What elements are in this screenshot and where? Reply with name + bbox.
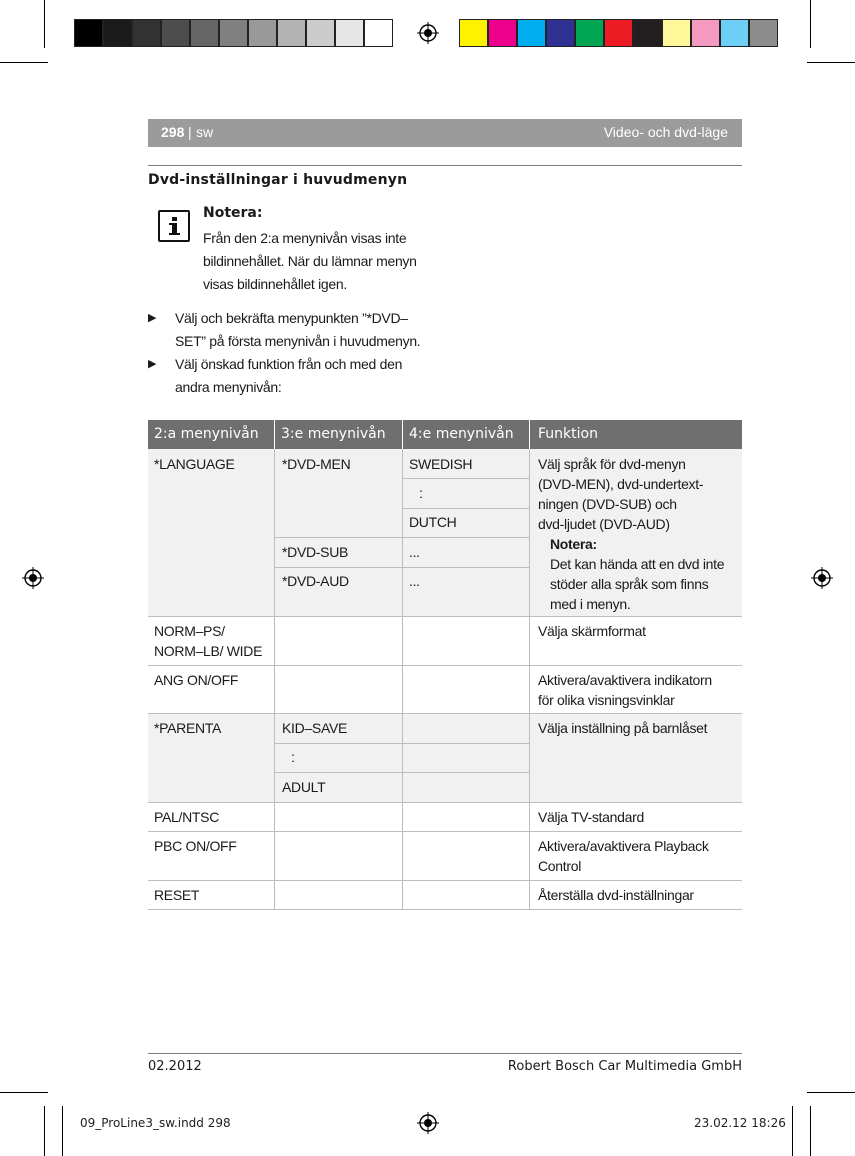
- cell-level2: RESET: [154, 887, 200, 903]
- cell-level2: ANG ON/OFF: [154, 672, 239, 688]
- color-swatch: [335, 19, 364, 47]
- function-note-line: med i menyn.: [550, 596, 631, 612]
- crop-mark: [792, 1106, 793, 1156]
- function-line: (DVD-MEN), dvd-undertext-: [538, 476, 704, 492]
- column-header: 4:e menynivån: [403, 420, 529, 449]
- cell-function: [538, 836, 709, 876]
- color-swatch: [662, 19, 691, 47]
- column-header: 2:a menynivån: [148, 420, 274, 449]
- crop-mark: [810, 0, 811, 48]
- level2-line: NORM–LB/ WIDE: [154, 643, 263, 659]
- cell-function: [538, 454, 738, 614]
- note-line: bildinnehållet. När du lämnar menyn: [203, 253, 417, 269]
- color-swatch: [459, 19, 488, 47]
- footer-company: Robert Bosch Car Multimedia GmbH: [507, 1059, 742, 1074]
- cell-level4: ...: [409, 544, 420, 560]
- function-line: ningen (DVD-SUB) och: [538, 496, 677, 512]
- color-swatch: [103, 19, 132, 47]
- color-swatch: [546, 19, 575, 47]
- settings-table: [148, 420, 742, 910]
- cell-level3: *DVD-MEN: [282, 456, 351, 472]
- note-line: Från den 2:a menynivån visas inte: [203, 230, 407, 246]
- cell-function: Återställa dvd-inställningar: [538, 887, 694, 903]
- crop-mark: [810, 1106, 811, 1156]
- cell-level2: PAL/NTSC: [154, 809, 220, 825]
- function-note-line: stöder alla språk som finns: [550, 576, 709, 592]
- step-line: SET” på första menynivån i huvudmenyn.: [175, 333, 421, 349]
- footer-divider: [148, 1053, 742, 1054]
- color-swatch: [575, 19, 604, 47]
- crop-mark: [0, 62, 48, 63]
- cell-level4: SWEDISH: [409, 456, 473, 472]
- function-line: Aktivera/avaktivera indikatorn: [538, 672, 712, 688]
- step-line: Välj önskad funktion från och med den: [175, 356, 403, 372]
- registration-mark-icon: [417, 22, 439, 44]
- function-line: Aktivera/avaktivera Playback: [538, 838, 709, 854]
- page-number: 298: [161, 124, 185, 140]
- step-line: andra menynivån:: [175, 379, 282, 395]
- cell-function: [538, 670, 712, 710]
- cell-level3: :: [291, 749, 295, 765]
- header-separator: |: [188, 124, 192, 140]
- cell-level4: :: [419, 485, 423, 501]
- cell-level3: KID–SAVE: [282, 720, 348, 736]
- note-text: [203, 227, 433, 296]
- crop-mark: [62, 1106, 63, 1156]
- color-swatch: [364, 19, 393, 47]
- chapter-title: Video- och dvd-läge: [603, 124, 728, 140]
- bullet-arrow-icon: ▶: [148, 312, 157, 324]
- cell-function: Välja TV-standard: [538, 809, 644, 825]
- color-swatch: [277, 19, 306, 47]
- color-swatch: [248, 19, 277, 47]
- crop-mark: [807, 62, 855, 63]
- footer-date: 02.2012: [148, 1059, 202, 1074]
- bullet-arrow-icon: ▶: [148, 358, 157, 370]
- page-header: [148, 119, 742, 147]
- crop-mark: [44, 0, 45, 48]
- cell-level3: *DVD-AUD: [282, 573, 349, 589]
- color-swatch: [161, 19, 190, 47]
- cell-level3: ADULT: [282, 779, 326, 795]
- cell-level2: [154, 621, 262, 661]
- step-line: Välj och bekräfta menypunkten ”*DVD–: [175, 310, 408, 326]
- level2-line: NORM–PS/: [154, 623, 225, 639]
- function-line: dvd-ljudet (DVD-AUD): [538, 516, 670, 532]
- cell-level2: *PARENTA: [154, 720, 222, 736]
- slug-file: 09_ProLine3_sw.indd 298: [80, 1116, 231, 1130]
- crop-mark: [0, 1092, 48, 1093]
- registration-mark-icon: [22, 567, 44, 589]
- color-swatch: [488, 19, 517, 47]
- registration-mark-icon: [417, 1112, 439, 1134]
- color-swatch: [691, 19, 720, 47]
- color-swatch: [74, 19, 103, 47]
- column-header: 3:e menynivån: [275, 420, 402, 449]
- function-note-line: Det kan hända att en dvd inte: [550, 556, 725, 572]
- function-line: Välj språk för dvd-menyn: [538, 456, 686, 472]
- cell-level2: *LANGUAGE: [154, 456, 235, 472]
- cell-level2: PBC ON/OFF: [154, 838, 237, 854]
- color-swatch: [190, 19, 219, 47]
- divider: [148, 165, 742, 166]
- note-title: Notera:: [203, 205, 263, 221]
- function-line: för olika visningsvinklar: [538, 692, 675, 708]
- column-header: Funktion: [530, 420, 742, 449]
- color-swatch: [633, 19, 662, 47]
- info-icon: [158, 210, 190, 242]
- cell-level4: DUTCH: [409, 514, 457, 530]
- cell-level4: ...: [409, 573, 420, 589]
- note-line: visas bildinnehållet igen.: [203, 276, 347, 292]
- function-line: Control: [538, 858, 582, 874]
- color-swatch: [749, 19, 778, 47]
- color-swatch: [132, 19, 161, 47]
- cell-level3: *DVD-SUB: [282, 544, 349, 560]
- language-code: sw: [196, 124, 214, 140]
- cell-function: Välja skärmformat: [538, 623, 646, 639]
- slug-timestamp: 23.02.12 18:26: [694, 1116, 786, 1130]
- crop-mark: [807, 1092, 855, 1093]
- color-swatch: [604, 19, 633, 47]
- color-swatch: [517, 19, 546, 47]
- crop-mark: [44, 1106, 45, 1156]
- color-swatch: [720, 19, 749, 47]
- color-swatch: [306, 19, 335, 47]
- function-note-title: Notera:: [550, 536, 597, 552]
- registration-mark-icon: [811, 567, 833, 589]
- cell-function: Välja inställning på barnlåset: [538, 720, 708, 736]
- section-title: Dvd-inställningar i huvudmenyn: [148, 172, 408, 188]
- color-swatch: [219, 19, 248, 47]
